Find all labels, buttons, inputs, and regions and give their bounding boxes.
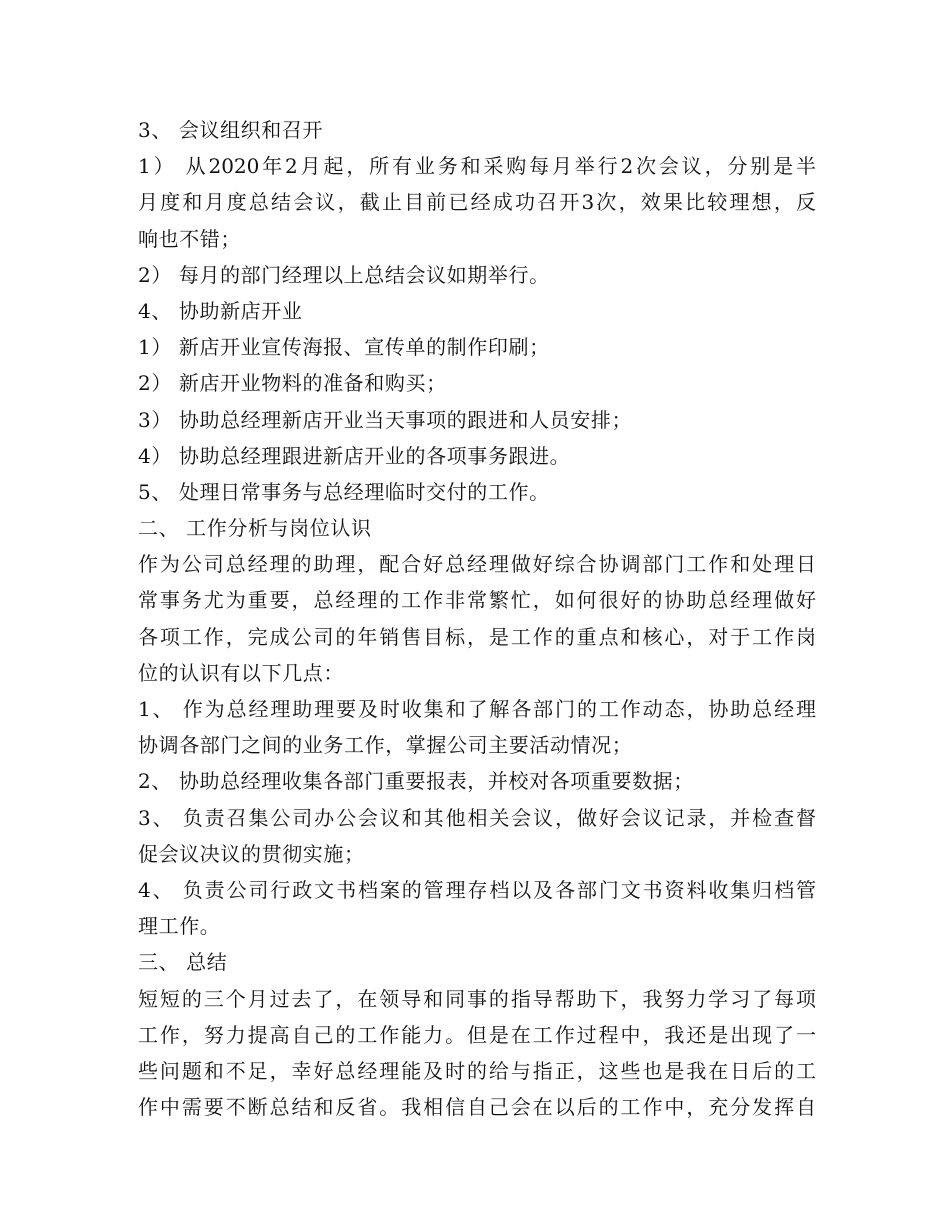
- text-line: 3、 负责召集公司办公会议和其他相关会议，做好会议记录，并检查督: [138, 805, 816, 830]
- text-line: 2） 新店开业物料的准备和购买；: [138, 371, 447, 396]
- text-line: 5、 处理日常事务与总经理临时交付的工作。: [138, 479, 550, 504]
- text-line: 协调各部门之间的业务工作，掌握公司主要活动情况；: [138, 733, 633, 758]
- text-line: 3） 协助总经理新店开业当天事项的跟进和人员安排；: [138, 407, 633, 432]
- text-line: 3、 会议组织和召开: [138, 118, 324, 142]
- text-line: 二、 工作分析与岗位认识: [138, 516, 372, 541]
- text-line: 三、 总结: [138, 950, 228, 975]
- text-line: 1） 从2020年2月起，所有业务和采购每月举行2次会议，分别是半: [138, 154, 816, 179]
- document-body: [138, 112, 816, 1125]
- text-line: 2、 协助总经理收集各部门重要报表，并校对各项重要数据；: [138, 769, 694, 794]
- text-line: 响也不错；: [138, 226, 241, 251]
- text-line: 作为公司总经理的助理，配合好总经理做好综合协调部门工作和处理日: [138, 552, 816, 577]
- text-line: 理工作。: [138, 914, 221, 939]
- text-line: 工作，努力提高自己的工作能力。但是在工作过程中，我还是出现了一: [138, 1022, 816, 1047]
- text-line: 些问题和不足，幸好总经理能及时的给与指正，这些也是我在日后的工: [138, 1058, 816, 1083]
- text-line: 短短的三个月过去了，在领导和同事的指导帮助下，我努力学习了每项: [138, 986, 816, 1011]
- text-line: 1、 作为总经理助理要及时收集和了解各部门的工作动态，协助总经理: [138, 697, 816, 721]
- text-line: 4、 负责公司行政文书档案的管理存档以及各部门文书资料收集归档管: [138, 877, 816, 902]
- text-line: 作中需要不断总结和反省。我相信自己会在以后的工作中，充分发挥自: [138, 1095, 816, 1120]
- text-line: 4、 协助新店开业: [138, 298, 303, 323]
- text-line: 月度和月度总结会议，截止目前已经成功召开3次，效果比较理想，反: [138, 190, 816, 215]
- text-line: 各项工作，完成公司的年销售目标，是工作的重点和核心，对于工作岗: [138, 624, 816, 649]
- text-line: 1） 新店开业宣传海报、宣传单的制作印刷；: [138, 335, 550, 360]
- text-line: 2） 每月的部门经理以上总结会议如期举行。: [138, 262, 550, 287]
- text-line: 4） 协助总经理跟进新店开业的各项事务跟进。: [138, 443, 571, 468]
- text-line: 常事务尤为重要，总经理的工作非常繁忙，如何很好的协助总经理做好: [138, 588, 816, 613]
- text-line: 位的认识有以下几点：: [138, 660, 344, 685]
- text-line: 促会议决议的贯彻实施；: [138, 841, 365, 866]
